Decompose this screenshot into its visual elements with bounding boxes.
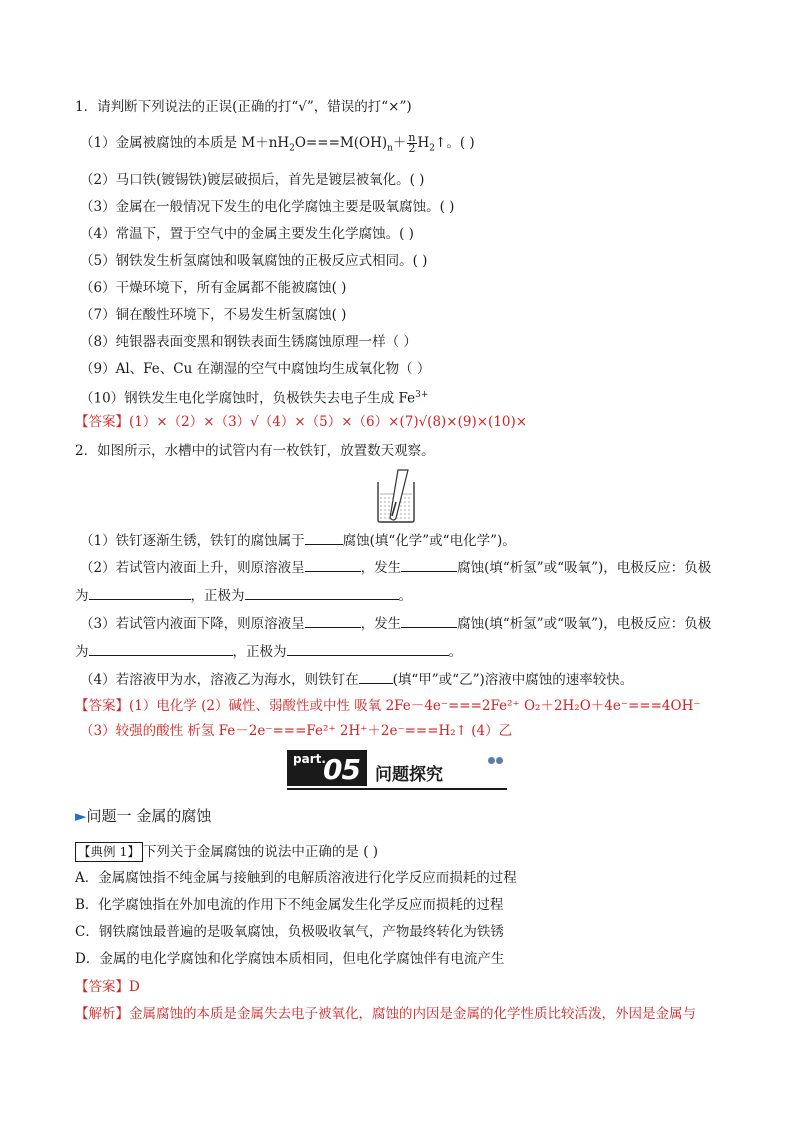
answer-blank[interactable] (89, 641, 233, 656)
q2-title: 2．如图所示，水槽中的试管内有一枚铁钉，放置数天观察。 (75, 443, 435, 459)
banner-number: 05 (323, 753, 360, 786)
q2-sub-3: （3）若试管内液面下降，则原溶液呈 ，发生 腐蚀(填“析氢”或“吸氧”)，电极反应：负极 (80, 613, 711, 633)
answer-blank[interactable] (401, 557, 457, 572)
q1-item-4: （4）常温下，置于空气中的金属主要发生化学腐蚀。( ) (80, 226, 414, 242)
q2-sub-2: （2）若试管内液面上升，则原溶液呈 ，发生 腐蚀(填“析氢”或“吸氧”)，电极反应：负极 (80, 557, 711, 577)
example-question: 【典例 1】 下列关于金属腐蚀的说法中正确的是 ( ) (75, 842, 378, 862)
q1-item-10: （10）钢铁发生电化学腐蚀时，负极铁失去电子生成 $Fe^{3+}$ (80, 390, 429, 407)
example-analysis: 【解析】金属腐蚀的本质是金属失去电子被氧化，腐蚀的内因是金属的化学性质比较活泼，外因是金属与 (75, 1006, 696, 1022)
q1-item-1: （1）金属被腐蚀的本质是 $M+nH_2O===M(OH)_n+$ $\frac{n}{2}$ $H_2↑$。( ) (80, 131, 475, 155)
q1-item-5: （5）钢铁发生析氢腐蚀和吸氧腐蚀的正极反应式相同。( ) (80, 253, 428, 269)
banner-tag: part. 05 (287, 750, 367, 786)
answer-blank[interactable] (89, 585, 191, 600)
option-b: B．化学腐蚀指在外加电流的作用下不纯金属发生化学反应而损耗的过程 (75, 897, 504, 913)
fraction-n-over-2: $\frac{n}{2}$ (408, 131, 416, 155)
answer-blank[interactable] (401, 613, 457, 628)
q2-answer-line-2: （3）较强的酸性 析氢 Fe－2e⁻===Fe²⁺ 2H⁺＋2e⁻===H₂↑ (4）乙 (80, 723, 513, 739)
q2-sub-2-cont: 为 ，正极为 。 (75, 585, 412, 605)
answer-blank[interactable] (305, 613, 361, 628)
q1-item-2: （2）马口铁(镀锡铁)镀层破损后，首先是镀层被氧化。( ) (80, 172, 425, 188)
option-d: D．金属的电化学腐蚀和化学腐蚀本质相同，但电化学腐蚀伴有电流产生 (75, 951, 505, 967)
q1-item-9: （9）Al、Fe、Cu 在潮湿的空气中腐蚀均生成氧化物（ ） (80, 361, 431, 377)
answer-blank[interactable] (359, 669, 393, 684)
q1-item-7: （7）铜在酸性环境下，不易发生析氢腐蚀( ) (80, 307, 347, 323)
q2-answer-line-1: 【答案】(1）电化学 (2）碱性、弱酸性或中性 吸氧 2Fe－4e⁻===2Fe²⁺ O₂＋2H₂O＋4e⁻===4OH⁻ (75, 698, 701, 714)
beaker-test-tube-diagram (374, 468, 418, 524)
q1-item-3: （3）金属在一般情况下发生的电化学腐蚀主要是吸氧腐蚀。( ) (80, 199, 455, 215)
q2-sub-1: （1）铁钉逐渐生锈，铁钉的腐蚀属于 腐蚀(填“化学”或“电化学”)。 (80, 530, 516, 550)
banner-title: 问题探究 (375, 765, 443, 785)
option-c: C．钢铁腐蚀最普遍的是吸氧腐蚀，负极吸收氧气，产物最终转化为铁锈 (75, 924, 504, 940)
q2-sub-4: （4）若溶液甲为水，溶液乙为海水，则铁钉在 (填“甲”或“乙”)溶液中腐蚀的速率较快。 (80, 669, 633, 689)
q1-answer: 【答案】(1）×（2）×（3）√（4）×（5）×（6）×(7)√(8)×(9)×(10)× (75, 414, 528, 430)
answer-blank[interactable] (305, 557, 361, 572)
q2-sub-3-cont: 为 ，正极为 。 (75, 641, 462, 661)
triangle-marker-icon: ► (75, 807, 87, 825)
example-answer: 【答案】D (75, 979, 140, 995)
q1-item-6: （6）干燥环境下，所有金属都不能被腐蚀( ) (80, 280, 347, 296)
q1-item-8: （8）纯银器表面变黑和钢铁表面生锈腐蚀原理一样（ ） (80, 334, 417, 350)
section-banner (287, 748, 507, 790)
option-a: A．金属腐蚀指不纯金属与接触到的电解质溶液进行化学反应而损耗的过程 (75, 870, 517, 886)
answer-blank[interactable] (287, 641, 449, 656)
example-label: 【典例 1】 (75, 842, 143, 862)
q1-title: 1．请判断下列说法的正误(正确的打“√”，错误的打“×”) (75, 99, 412, 115)
answer-blank[interactable] (245, 585, 399, 600)
decoration-dots-icon (487, 749, 503, 768)
section-heading: ►问题一 金属的腐蚀 (75, 807, 212, 825)
answer-blank[interactable] (305, 530, 343, 545)
